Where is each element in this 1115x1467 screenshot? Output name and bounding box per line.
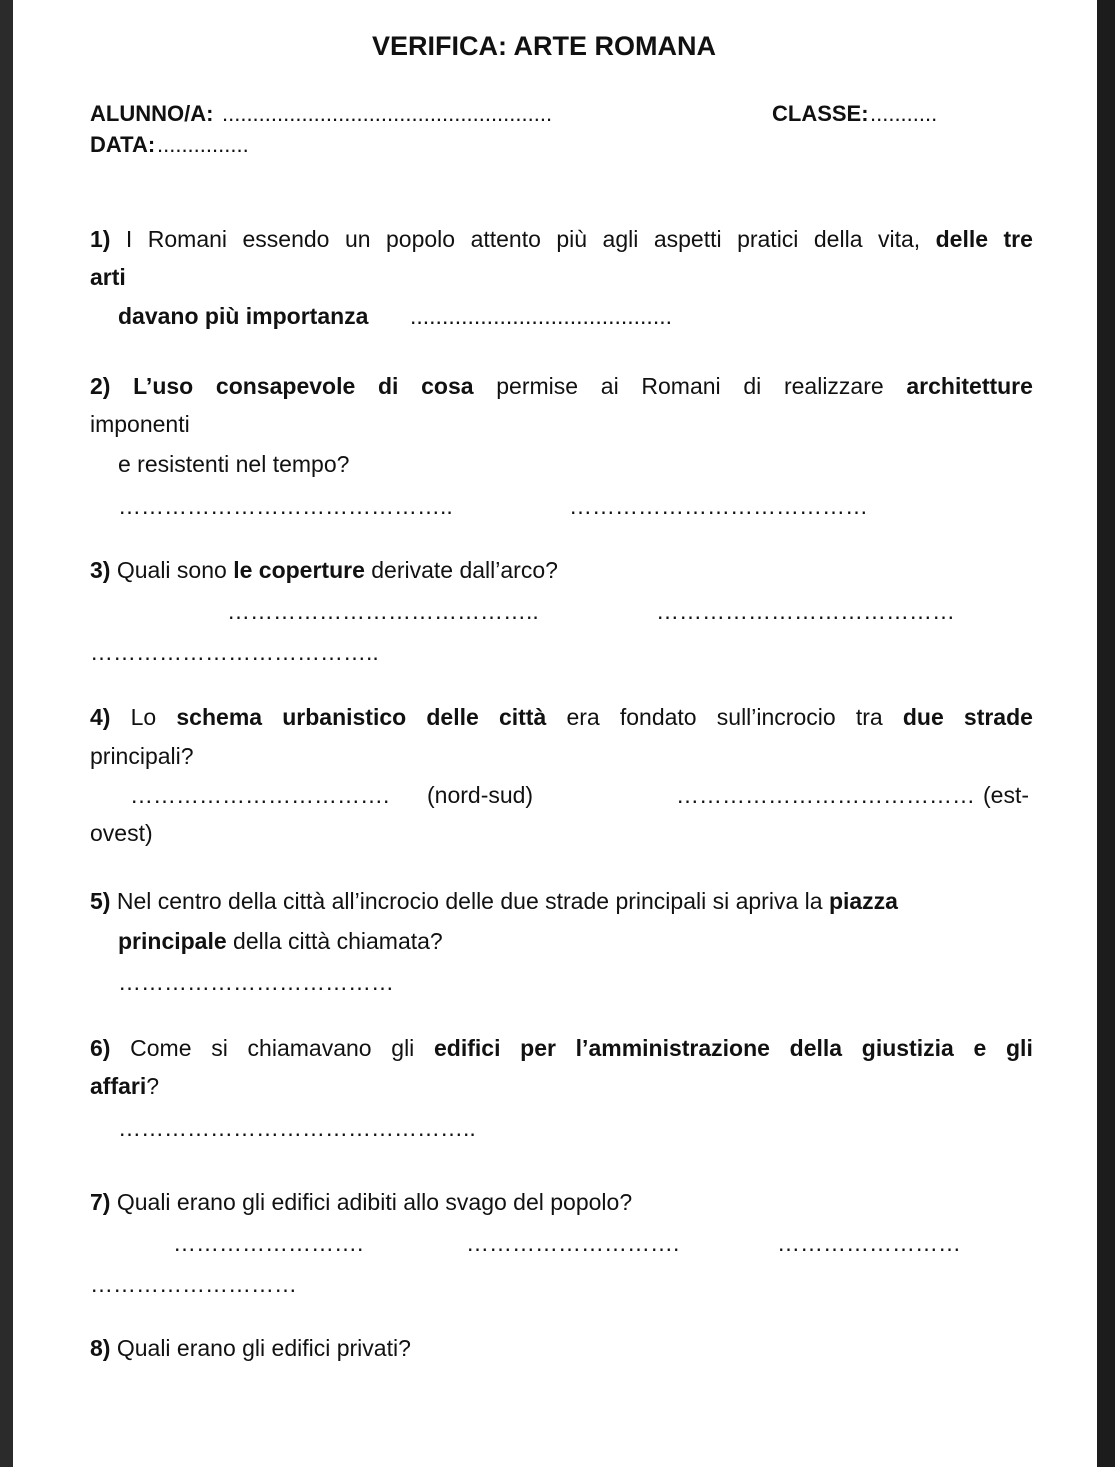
question-2-word: realizzare (783, 373, 884, 399)
classe-label: CLASSE: (772, 101, 869, 126)
alunno-label: ALUNNO/A: (90, 101, 214, 126)
question-4-word: città (498, 704, 547, 730)
question-6-line-2 (90, 1072, 159, 1100)
question-1-word: essendo (242, 226, 330, 252)
question-1-word: agli (602, 226, 639, 252)
question-1-word: tre (1003, 226, 1033, 252)
data-field[interactable]: ............... (157, 132, 249, 157)
question-7-answer-d[interactable]: ……………………… (90, 1271, 297, 1297)
question-1-word: pratici (737, 226, 799, 252)
question-4-line-end: ovest) (90, 820, 153, 846)
question-5-text-c: principale (118, 928, 227, 954)
question-6-word: gli (1006, 1035, 1033, 1061)
question-5-number: 5) (90, 888, 111, 914)
question-4-word: era (566, 704, 600, 730)
question-7-number: 7) (90, 1189, 111, 1215)
question-5-text-d: della città chiamata? (226, 928, 443, 954)
question-1-word: più (556, 226, 588, 252)
question-3-text-c: derivate dall’arco? (364, 557, 558, 583)
question-4-number: 4) (90, 704, 111, 730)
question-2-word: Romani (641, 373, 721, 399)
question-6-line (90, 1034, 1033, 1062)
question-4-word: sull’incrocio (716, 704, 836, 730)
question-6-word: edifici (434, 1035, 501, 1061)
question-4-label-b: (est- (983, 782, 1029, 808)
question-3-text-a: Quali sono (116, 557, 234, 583)
question-1-word: Romani (147, 226, 228, 252)
question-2-word: consapevole (215, 373, 356, 399)
question-2-word: di (743, 373, 762, 399)
question-4-line-2: principali? (90, 743, 194, 769)
question-2-word: ai (600, 373, 619, 399)
question-6-word: e (973, 1035, 987, 1061)
question-1-word: vita, (877, 226, 921, 252)
question-5-line (90, 887, 898, 915)
question-4-line (90, 703, 1033, 731)
question-3-line (90, 556, 558, 584)
question-2-word: di (377, 373, 399, 399)
question-6-word: si (211, 1035, 228, 1061)
question-8-number: 8) (90, 1335, 111, 1361)
question-6-word: gli (391, 1035, 415, 1061)
question-3-answer-a[interactable]: ………………………………….. (227, 598, 539, 624)
question-6-word: per (520, 1035, 556, 1061)
question-6-word: chiamavano (247, 1035, 372, 1061)
question-4-word: delle (426, 704, 479, 730)
question-6-word: della (789, 1035, 843, 1061)
page-edge-shadow (1097, 0, 1115, 1467)
question-4-word: strade (963, 704, 1033, 730)
question-3-answer-b[interactable]: ………………………………… (656, 598, 955, 624)
data-label: DATA: (90, 132, 156, 157)
classe-field[interactable]: ........... (870, 101, 938, 126)
question-4-word: schema (176, 704, 263, 730)
question-1-word: attento (470, 226, 541, 252)
page-title: VERIFICA: ARTE ROMANA (372, 31, 716, 61)
question-4-answer-b[interactable]: ………………………………… (676, 782, 975, 808)
question-6-answer[interactable]: ……………………………………….. (118, 1115, 476, 1141)
question-5-text-b: piazza (828, 888, 898, 914)
question-8-text: Quali erano gli edifici privati? (116, 1335, 411, 1361)
question-1-word: I (125, 226, 133, 252)
question-8-line (90, 1334, 411, 1362)
question-4-word: tra (855, 704, 883, 730)
question-4-word: due (902, 704, 944, 730)
question-2-line-3: e resistenti nel tempo? (118, 451, 350, 477)
question-1-word: della (813, 226, 863, 252)
question-7-line (90, 1188, 632, 1216)
question-2-answer-b[interactable]: ………………………………… (569, 493, 868, 519)
question-1-line (90, 225, 1033, 253)
question-2-word: cosa (421, 373, 474, 399)
question-4-answer-a[interactable]: ……………………………. (130, 782, 390, 808)
question-4-word: Lo (130, 704, 157, 730)
question-3-answer-c[interactable]: ……………………………….. (90, 639, 379, 665)
question-7-answer-a[interactable]: ……………………. (173, 1230, 364, 1256)
question-2-word: permise (496, 373, 579, 399)
question-1-word: popolo (386, 226, 456, 252)
question-1-line-2: arti (90, 264, 126, 290)
question-2-line (90, 372, 1033, 400)
question-4-label-a: (nord-sud) (427, 782, 534, 808)
question-2-number: 2) (90, 373, 111, 399)
alunno-field[interactable]: ...................................................... (222, 101, 553, 126)
question-6-text-b: affari (90, 1073, 147, 1099)
question-1-number: 1) (90, 226, 111, 252)
question-1-word: delle (935, 226, 989, 252)
question-2-line-2: imponenti (90, 411, 190, 437)
question-7-answer-c[interactable]: …………………… (777, 1230, 961, 1256)
question-6-word: Come (130, 1035, 192, 1061)
question-5-text-a: Nel centro della città all’incrocio delle due strade principali si apriva la (116, 888, 829, 914)
question-2-word: architetture (906, 373, 1033, 399)
question-1-line-3: davano più importanza (118, 303, 369, 329)
question-2-word: L’uso (133, 373, 194, 399)
question-5-answer[interactable]: ……………………………… (118, 969, 394, 995)
question-7-text: Quali erano gli edifici adibiti allo svago del popolo? (116, 1189, 633, 1215)
question-3-number: 3) (90, 557, 111, 583)
question-1-word: aspetti (653, 226, 722, 252)
question-6-word: giustizia (861, 1035, 954, 1061)
question-6-word: l’amministrazione (575, 1035, 770, 1061)
question-6-text-r: ? (146, 1073, 160, 1099)
question-2-answer-a[interactable]: …………………………………….. (118, 493, 453, 519)
question-6-number: 6) (90, 1035, 111, 1061)
question-4-word: fondato (619, 704, 697, 730)
question-5-line-2 (118, 927, 443, 955)
question-4-word: urbanistico (282, 704, 407, 730)
question-7-answer-b[interactable]: ………………………. (466, 1230, 680, 1256)
question-3-text-b: le coperture (233, 557, 365, 583)
question-1-word: un (344, 226, 371, 252)
question-1-answer[interactable]: ......................................... (410, 303, 672, 329)
